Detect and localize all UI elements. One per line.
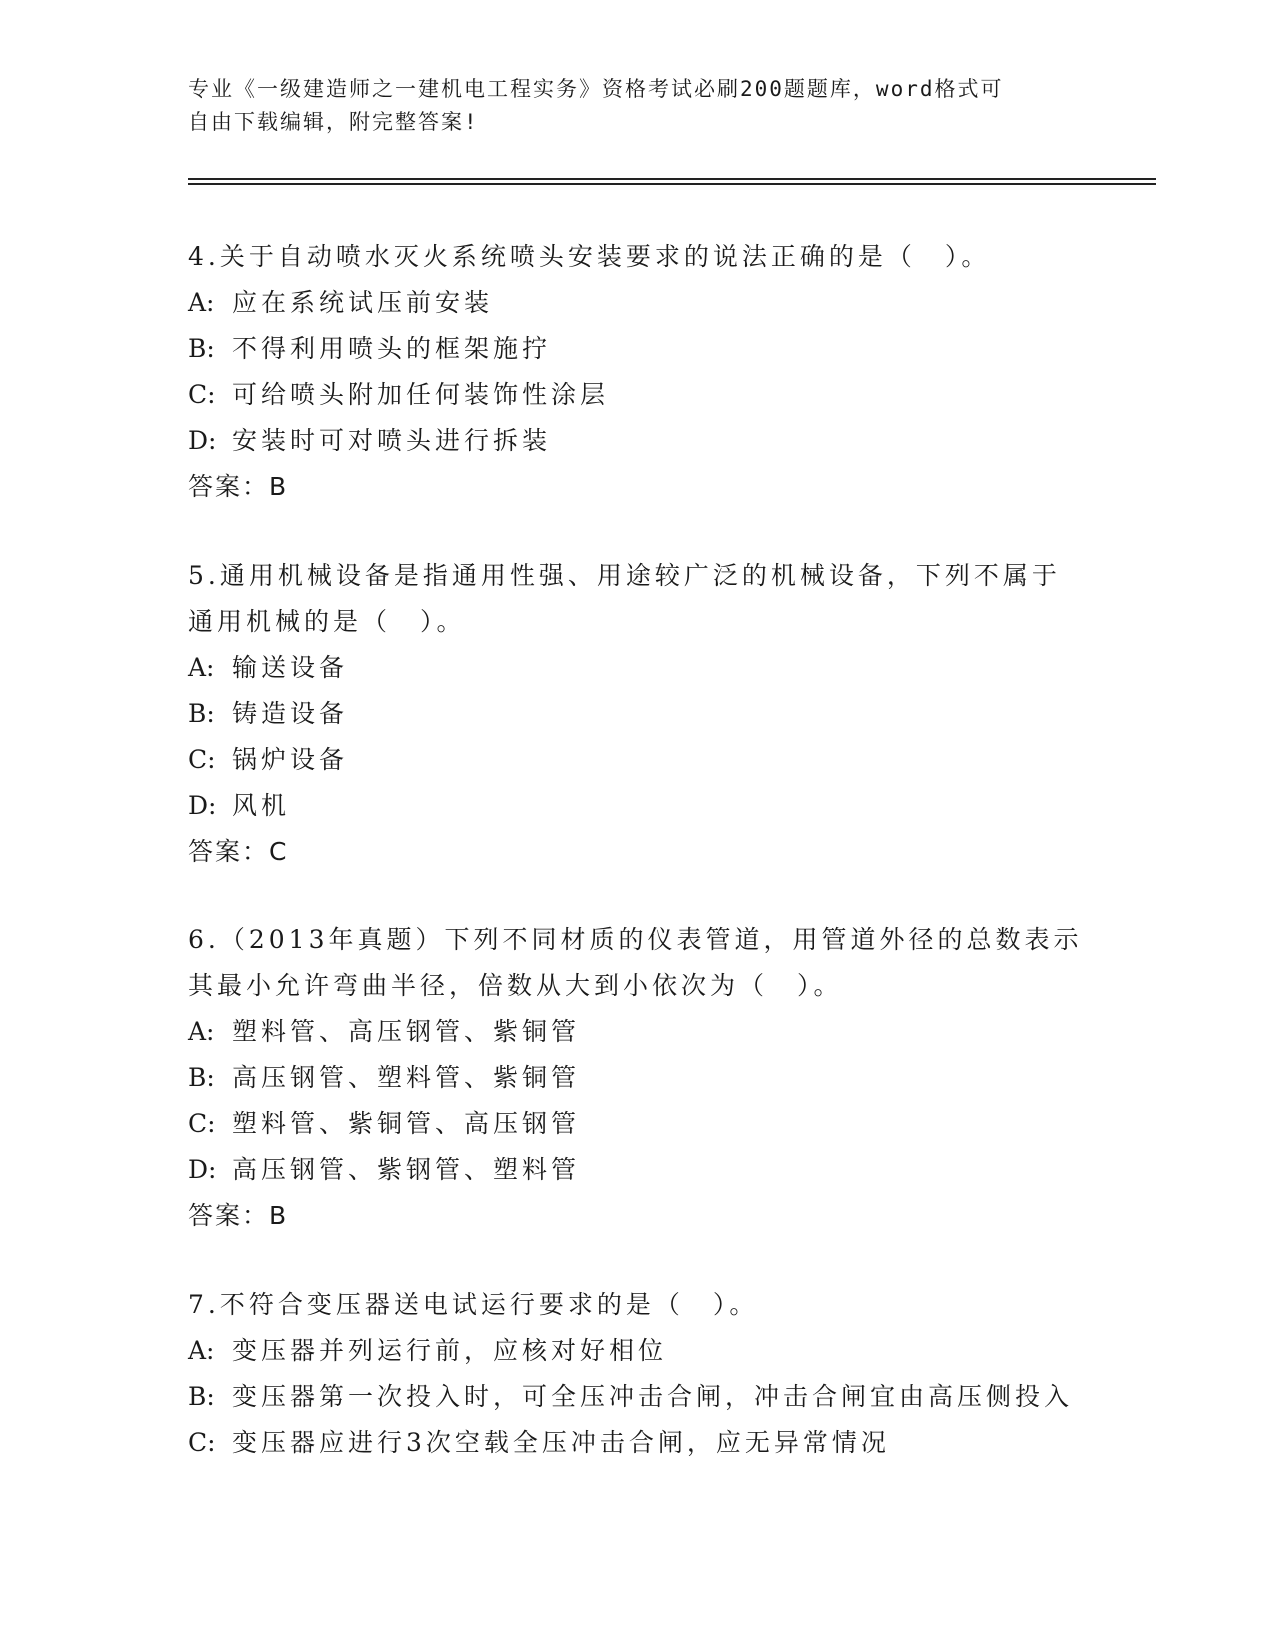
option-key: C: bbox=[188, 1109, 216, 1138]
option-key: A: bbox=[188, 1336, 215, 1365]
option-text: 风机 bbox=[232, 791, 291, 820]
option-b bbox=[188, 691, 1088, 737]
option-b bbox=[188, 1374, 1088, 1420]
option-text: 变压器并列运行前，应核对好相位 bbox=[232, 1336, 668, 1365]
option-c bbox=[188, 1101, 1088, 1147]
option-text: 安装时可对喷头进行拆装 bbox=[232, 426, 552, 455]
document-header bbox=[188, 73, 1068, 139]
option-a bbox=[188, 280, 1088, 326]
option-key: C: bbox=[188, 380, 216, 409]
option-text: 变压器第一次投入时，可全压冲击合闸，冲击合闸宜由高压侧投入 bbox=[232, 1382, 1074, 1411]
option-key: B: bbox=[188, 1382, 215, 1411]
question-text: 6.（2013年真题）下列不同材质的仪表管道，用管道外径的总数表示其最小允许弯曲半径，倍数从大到小依次为（ ）。 bbox=[188, 925, 1083, 1000]
option-d bbox=[188, 783, 1088, 829]
option-key: C: bbox=[188, 1428, 216, 1457]
option-key: D: bbox=[188, 1155, 217, 1184]
option-text: 不得利用喷头的框架施拧 bbox=[232, 334, 552, 363]
question-7 bbox=[188, 1282, 1088, 1466]
option-key: A: bbox=[188, 288, 215, 317]
option-c bbox=[188, 1420, 1088, 1466]
option-b bbox=[188, 1055, 1088, 1101]
option-key: B: bbox=[188, 334, 215, 363]
option-key: A: bbox=[188, 1017, 215, 1046]
option-text: 塑料管、高压钢管、紫铜管 bbox=[232, 1017, 581, 1046]
question-6 bbox=[188, 917, 1088, 1239]
answer: 答案：B bbox=[188, 1201, 289, 1230]
option-key: A: bbox=[188, 653, 215, 682]
option-key: B: bbox=[188, 1063, 215, 1092]
header-line-2: 自由下载编辑，附完整答案! bbox=[188, 110, 479, 134]
header-divider-top bbox=[188, 178, 1156, 180]
option-key: C: bbox=[188, 745, 216, 774]
option-text: 输送设备 bbox=[232, 653, 349, 682]
question-text: 7.不符合变压器送电试运行要求的是（ ）。 bbox=[188, 1290, 759, 1319]
option-text: 高压钢管、紫钢管、塑料管 bbox=[232, 1155, 581, 1184]
question-5 bbox=[188, 553, 1088, 875]
option-b bbox=[188, 326, 1088, 372]
header-divider-bottom bbox=[188, 183, 1156, 185]
question-text: 5.通用机械设备是指通用性强、用途较广泛的机械设备，下列不属于通用机械的是（ ）。 bbox=[188, 561, 1061, 636]
option-text: 应在系统试压前安装 bbox=[232, 288, 494, 317]
option-text: 锅炉设备 bbox=[232, 745, 349, 774]
header-line-1: 专业《一级建造师之一建机电工程实务》资格考试必刷200题题库，word格式可 bbox=[188, 77, 1004, 101]
question-text: 4.关于自动喷水灭火系统喷头安装要求的说法正确的是（ ）。 bbox=[188, 242, 991, 271]
option-text: 塑料管、紫铜管、高压钢管 bbox=[232, 1109, 581, 1138]
option-d bbox=[188, 1147, 1088, 1193]
option-text: 铸造设备 bbox=[232, 699, 349, 728]
option-a bbox=[188, 1328, 1088, 1374]
option-key: D: bbox=[188, 426, 217, 455]
option-c bbox=[188, 737, 1088, 783]
option-text: 高压钢管、塑料管、紫铜管 bbox=[232, 1063, 581, 1092]
option-text: 变压器应进行3次空载全压冲击合闸，应无异常情况 bbox=[232, 1428, 890, 1457]
option-c bbox=[188, 372, 1088, 418]
option-a bbox=[188, 645, 1088, 691]
question-4 bbox=[188, 234, 1088, 510]
option-a bbox=[188, 1009, 1088, 1055]
option-d bbox=[188, 418, 1088, 464]
option-key: B: bbox=[188, 699, 215, 728]
option-text: 可给喷头附加任何装饰性涂层 bbox=[232, 380, 610, 409]
answer: 答案：B bbox=[188, 472, 289, 501]
option-key: D: bbox=[188, 791, 217, 820]
answer: 答案：C bbox=[188, 837, 289, 866]
